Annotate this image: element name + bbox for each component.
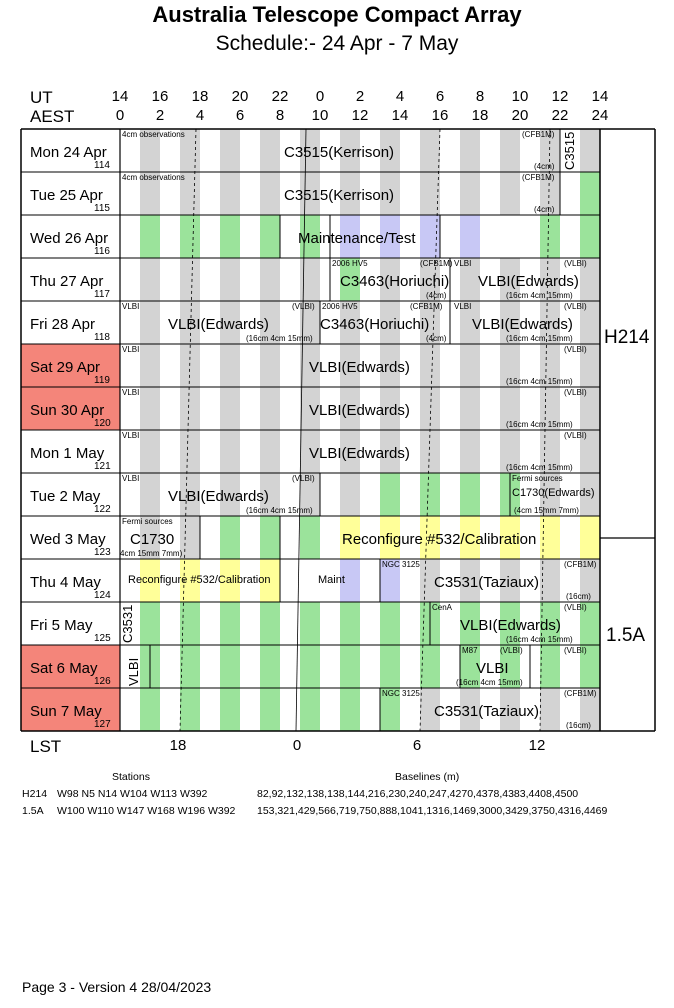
ut-axis-label: UT bbox=[30, 88, 53, 107]
project-label: VLBI(Edwards) bbox=[309, 402, 410, 419]
band-cell bbox=[180, 258, 200, 301]
project-label: VLBI(Edwards) bbox=[168, 316, 269, 333]
annotation-note: (16cm 4cm 15mm) bbox=[506, 334, 573, 343]
day-label: Sun 7 May bbox=[30, 703, 102, 720]
annotation-note: (16cm 4cm 15mm) bbox=[456, 678, 523, 687]
annotation-note: VLBI bbox=[122, 302, 140, 311]
project-label: C3515(Kerrison) bbox=[284, 144, 395, 161]
band-cell bbox=[380, 645, 400, 688]
band-cell bbox=[580, 516, 600, 559]
aest-tick-label: 12 bbox=[351, 107, 369, 124]
ut-tick-label: 16 bbox=[151, 88, 169, 105]
project-label: VLBI(Edwards) bbox=[478, 273, 579, 290]
band-cell bbox=[460, 172, 480, 215]
annotation-note: VLBI bbox=[122, 345, 140, 354]
annotation-note: VLBI bbox=[122, 431, 140, 440]
band-cell bbox=[300, 602, 320, 645]
band-cell bbox=[140, 387, 160, 430]
band-cell bbox=[540, 688, 560, 731]
annotation-note: (VLBI) bbox=[564, 345, 587, 354]
annotation-note: (VLBI) bbox=[292, 474, 315, 483]
day-label: Mon 1 May bbox=[30, 445, 105, 462]
band-cell bbox=[420, 129, 440, 172]
project-label-vertical: C3515 bbox=[562, 131, 577, 170]
day-label: Sat 6 May bbox=[30, 660, 98, 677]
day-number: 119 bbox=[94, 375, 110, 386]
annotation-note: (4cm) bbox=[426, 291, 447, 300]
lst-tick-label: 12 bbox=[528, 737, 546, 754]
annotation-note: VLBI bbox=[122, 474, 140, 483]
aest-tick-label: 2 bbox=[155, 107, 165, 124]
day-number: 120 bbox=[94, 418, 111, 429]
annotation-note: 4cm 15mm 7mm) bbox=[120, 549, 183, 558]
annotation-note: (16cm 4cm 15mm) bbox=[506, 635, 573, 644]
aest-tick-label: 10 bbox=[311, 107, 329, 124]
band-cell bbox=[140, 215, 160, 258]
annotation-note: (VLBI) bbox=[564, 646, 587, 655]
band-cell bbox=[260, 129, 280, 172]
day-number: 114 bbox=[94, 160, 110, 171]
day-label: Thu 27 Apr bbox=[30, 273, 104, 290]
annotation-note: NGC 3125 bbox=[382, 689, 420, 698]
band-cell bbox=[260, 516, 280, 559]
config-h214: H214 bbox=[604, 327, 650, 348]
aest-tick-label: 4 bbox=[195, 107, 205, 124]
band-cell bbox=[460, 215, 480, 258]
band-cell bbox=[260, 387, 280, 430]
annotation-note: (VLBI) bbox=[564, 388, 587, 397]
band-cell bbox=[340, 473, 360, 516]
aest-tick-label: 16 bbox=[431, 107, 449, 124]
band-cell bbox=[140, 344, 160, 387]
annotation-note: (CFB1M) bbox=[522, 173, 555, 182]
band-cell bbox=[340, 602, 360, 645]
day-number: 123 bbox=[94, 547, 111, 558]
project-label: VLBI bbox=[476, 660, 509, 677]
aest-tick-label: 18 bbox=[471, 107, 489, 124]
lst-tick-label: 0 bbox=[292, 737, 302, 754]
page-subtitle: Schedule:- 24 Apr - 7 May bbox=[215, 32, 459, 55]
band-cell bbox=[220, 645, 240, 688]
annotation-note: VLBI bbox=[454, 259, 472, 268]
band-cell bbox=[180, 430, 200, 473]
project-label: VLBI(Edwards) bbox=[309, 445, 410, 462]
band-cell bbox=[180, 645, 200, 688]
day-label: Tue 2 May bbox=[30, 488, 101, 505]
ut-tick-label: 12 bbox=[551, 88, 569, 105]
project-label: Maintenance/Test bbox=[298, 230, 416, 247]
lst-tick-label: 18 bbox=[169, 737, 187, 754]
day-number: 116 bbox=[94, 246, 110, 257]
annotation-note: NGC 3125 bbox=[382, 560, 420, 569]
annotation-note: (16cm) bbox=[566, 592, 591, 601]
band-cell bbox=[220, 344, 240, 387]
band-cell bbox=[540, 559, 560, 602]
band-cell bbox=[220, 215, 240, 258]
day-label: Tue 25 Apr bbox=[30, 187, 103, 204]
band-cell bbox=[180, 387, 200, 430]
annotation-note: (16cm 4cm 15mm) bbox=[506, 377, 573, 386]
band-cell bbox=[580, 172, 600, 215]
day-label: Thu 4 May bbox=[30, 574, 101, 591]
day-number: 125 bbox=[94, 633, 111, 644]
band-cell bbox=[140, 688, 160, 731]
band-cell bbox=[580, 129, 600, 172]
band-cell bbox=[140, 430, 160, 473]
annotation-note: 4cm observations bbox=[122, 173, 185, 182]
project-label: VLBI(Edwards) bbox=[472, 316, 573, 333]
band-cell bbox=[260, 645, 280, 688]
annotation-note: (VLBI) bbox=[564, 302, 587, 311]
band-cell bbox=[220, 129, 240, 172]
band-cell bbox=[220, 602, 240, 645]
band-cell bbox=[500, 172, 520, 215]
band-cell bbox=[180, 688, 200, 731]
annotation-note: (VLBI) bbox=[500, 646, 523, 655]
ut-tick-label: 14 bbox=[111, 88, 129, 105]
band-cell bbox=[500, 129, 520, 172]
project-label: C1730 bbox=[130, 531, 175, 548]
band-cell bbox=[420, 344, 440, 387]
project-label: C3463(Horiuchi) bbox=[320, 316, 430, 333]
project-label: C3531(Taziaux) bbox=[434, 574, 540, 591]
band-cell bbox=[220, 258, 240, 301]
project-label: C3531(Taziaux) bbox=[434, 703, 540, 720]
annotation-note: 2006 HV5 bbox=[332, 259, 368, 268]
annotation-note: (VLBI) bbox=[564, 259, 587, 268]
station-row-baselines: 82,92,132,138,138,144,216,230,240,247,4270,4378,4383,4408,4500 bbox=[257, 788, 579, 800]
aest-axis-label: AEST bbox=[30, 107, 75, 126]
band-cell bbox=[460, 129, 480, 172]
lst-axis-label: LST bbox=[30, 737, 62, 756]
station-row-config: H214 bbox=[22, 788, 48, 800]
annotation-note: (CFB1M) bbox=[410, 302, 443, 311]
band-cell bbox=[260, 430, 280, 473]
ut-tick-label: 8 bbox=[475, 88, 485, 105]
band-cell bbox=[220, 430, 240, 473]
band-cell bbox=[460, 430, 480, 473]
annotation-note: (VLBI) bbox=[564, 431, 587, 440]
day-number: 126 bbox=[94, 676, 111, 687]
station-row-config: 1.5A bbox=[22, 805, 44, 817]
project-label: VLBI(Edwards) bbox=[168, 488, 269, 505]
day-label: Sat 29 Apr bbox=[30, 359, 101, 376]
annotation-note: (CFB1M) bbox=[522, 130, 555, 139]
lst-tick-label: 6 bbox=[412, 737, 422, 754]
annotation-note: (CFB1M) bbox=[564, 560, 597, 569]
aest-tick-label: 24 bbox=[591, 107, 609, 124]
annotation-note: (VLBI) bbox=[292, 302, 315, 311]
ut-tick-label: 10 bbox=[511, 88, 529, 105]
annotation-note: Fermi sources bbox=[512, 474, 563, 483]
day-number: 115 bbox=[94, 203, 110, 214]
band-cell bbox=[540, 645, 560, 688]
band-cell bbox=[380, 473, 400, 516]
project-label-vertical: VLBI bbox=[126, 657, 141, 686]
band-cell bbox=[300, 645, 320, 688]
annotation-note: Fermi sources bbox=[122, 517, 173, 526]
band-cell bbox=[140, 602, 160, 645]
baselines-header: Baselines (m) bbox=[395, 771, 460, 783]
project-label: VLBI(Edwards) bbox=[460, 617, 561, 634]
band-cell bbox=[260, 344, 280, 387]
annotation-note: 2006 HV5 bbox=[322, 302, 358, 311]
project-label: Reconfigure #532/Calibration bbox=[342, 531, 537, 548]
band-cell bbox=[580, 215, 600, 258]
day-number: 121 bbox=[94, 461, 111, 472]
ut-tick-label: 20 bbox=[231, 88, 249, 105]
day-label: Sun 30 Apr bbox=[30, 402, 105, 419]
annotation-note: (16cm 4cm 15mm) bbox=[506, 291, 573, 300]
band-cell bbox=[220, 172, 240, 215]
station-row-stations: W98 N5 N14 W104 W113 W392 bbox=[57, 788, 208, 800]
day-number: 117 bbox=[94, 289, 110, 300]
band-cell bbox=[460, 387, 480, 430]
project-label: Maint bbox=[318, 574, 345, 586]
ut-tick-label: 0 bbox=[315, 88, 325, 105]
day-number: 124 bbox=[94, 590, 111, 601]
station-row-baselines: 153,321,429,566,719,750,888,1041,1316,1469,3000,3429,3750,4316,4469 bbox=[257, 805, 608, 817]
annotation-note: (CFB1M) bbox=[564, 689, 597, 698]
aest-tick-label: 20 bbox=[511, 107, 529, 124]
band-cell bbox=[420, 473, 440, 516]
project-label-vertical: C3531 bbox=[120, 604, 135, 643]
aest-tick-label: 14 bbox=[391, 107, 409, 124]
annotation-note: M87 bbox=[462, 646, 478, 655]
ut-tick-label: 6 bbox=[435, 88, 445, 105]
annotation-note: (4cm) bbox=[426, 334, 447, 343]
annotation-note: CenA bbox=[432, 603, 453, 612]
day-label: Wed 26 Apr bbox=[30, 230, 109, 247]
aest-tick-label: 22 bbox=[551, 107, 569, 124]
footer-version: Page 3 - Version 4 28/04/2023 bbox=[22, 979, 212, 995]
annotation-note: (4cm) bbox=[534, 205, 555, 214]
day-label: Wed 3 May bbox=[30, 531, 106, 548]
day-number: 127 bbox=[94, 719, 111, 730]
annotation-note: (16cm 4cm 15mm) bbox=[506, 463, 573, 472]
band-cell bbox=[140, 473, 160, 516]
band-cell bbox=[540, 215, 560, 258]
aest-tick-label: 8 bbox=[275, 107, 285, 124]
band-cell bbox=[380, 602, 400, 645]
day-number: 122 bbox=[94, 504, 111, 515]
band-cell bbox=[260, 602, 280, 645]
band-cell bbox=[220, 387, 240, 430]
ut-tick-label: 22 bbox=[271, 88, 289, 105]
annotation-note: VLBI bbox=[454, 302, 472, 311]
band-cell bbox=[140, 301, 160, 344]
day-label: Fri 5 May bbox=[30, 617, 93, 634]
project-label: Reconfigure #532/Calibration bbox=[128, 574, 271, 586]
band-cell bbox=[140, 258, 160, 301]
project-label: C3515(Kerrison) bbox=[284, 187, 395, 204]
band-cell bbox=[260, 172, 280, 215]
day-number: 118 bbox=[94, 332, 110, 343]
project-label: VLBI(Edwards) bbox=[309, 359, 410, 376]
band-cell bbox=[300, 516, 320, 559]
day-label: Mon 24 Apr bbox=[30, 144, 107, 161]
band-cell bbox=[460, 473, 480, 516]
annotation-note: (4cm 15mm 7mm) bbox=[514, 506, 579, 515]
annotation-note: (VLBI) bbox=[564, 603, 587, 612]
annotation-note: (4cm) bbox=[534, 162, 555, 171]
project-label: C1730(Edwards) bbox=[512, 487, 595, 499]
band-cell bbox=[340, 645, 360, 688]
band-cell bbox=[260, 258, 280, 301]
config-1-5a: 1.5A bbox=[606, 625, 646, 646]
ut-tick-label: 4 bbox=[395, 88, 405, 105]
annotation-note: 4cm observations bbox=[122, 130, 185, 139]
annotation-note: (16cm) bbox=[566, 721, 591, 730]
band-cell bbox=[180, 215, 200, 258]
annotation-note: (CFB1M) bbox=[420, 259, 453, 268]
band-cell bbox=[300, 688, 320, 731]
station-row-stations: W100 W110 W147 W168 W196 W392 bbox=[57, 805, 236, 817]
band-cell bbox=[460, 344, 480, 387]
page-title: Australia Telescope Compact Array bbox=[152, 2, 522, 27]
annotation-note: (16cm 4cm 15mm) bbox=[246, 506, 313, 515]
band-cell bbox=[180, 516, 200, 559]
project-label: C3463(Horiuchi) bbox=[340, 273, 450, 290]
annotation-note: VLBI bbox=[122, 388, 140, 397]
ut-tick-label: 14 bbox=[591, 88, 609, 105]
aest-tick-label: 6 bbox=[235, 107, 245, 124]
band-cell bbox=[340, 688, 360, 731]
band-cell bbox=[220, 688, 240, 731]
ut-tick-label: 2 bbox=[355, 88, 365, 105]
aest-tick-label: 0 bbox=[115, 107, 125, 124]
band-cell bbox=[260, 688, 280, 731]
annotation-note: (16cm 4cm 15mm) bbox=[506, 420, 573, 429]
annotation-note: (16cm 4cm 15mm) bbox=[246, 334, 313, 343]
ut-tick-label: 18 bbox=[191, 88, 209, 105]
stations-header: Stations bbox=[112, 771, 150, 783]
day-label: Fri 28 Apr bbox=[30, 316, 96, 333]
band-cell bbox=[220, 516, 240, 559]
band-cell bbox=[260, 215, 280, 258]
